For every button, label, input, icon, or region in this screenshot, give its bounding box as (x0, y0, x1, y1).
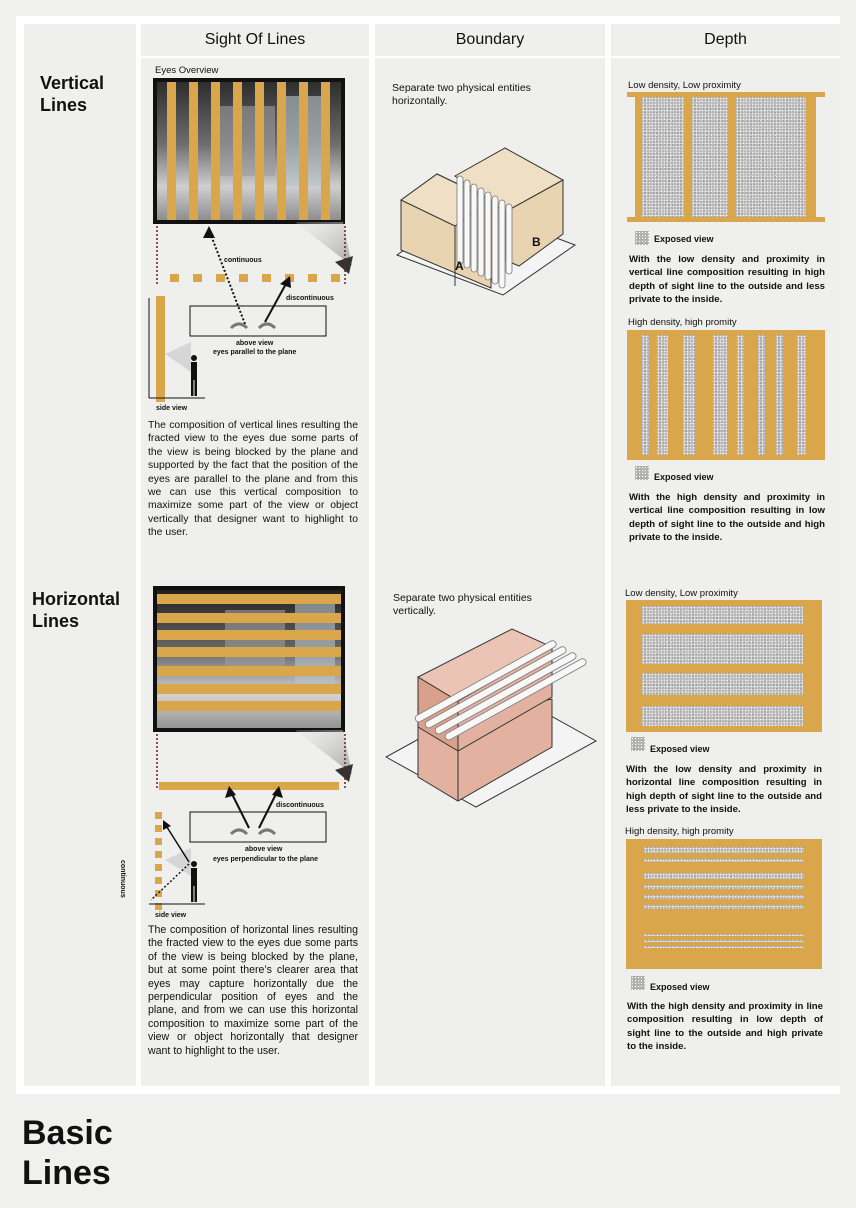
horizontal-exposed-swatch-2 (631, 976, 645, 990)
horizontal-depth-low-title: Low density, Low proximity (625, 588, 738, 599)
column-header-boundary: Boundary (455, 31, 525, 48)
horizontal-title-line1: Horizontal (32, 589, 120, 609)
horizontal-description: The composition of horizontal lines resulting the fracted view to the eyes due some parts of the view is being blocked by the plane, but at some point there’s clearer area that eyes may capture horizontally due the perpendicular position of eyes and the plane, and from we can use this horizontal composition to maximize some part of the view or object horizontally that designer want to highlight to the user. (148, 924, 358, 1057)
horizontal-exposed-label-2: Exposed view (650, 982, 710, 992)
horizontal-above-view-label: above view (245, 846, 283, 853)
column-header-depth: Depth (704, 31, 747, 48)
vertical-exposed-label: Exposed view (654, 234, 714, 244)
vertical-row-title (40, 72, 104, 116)
vertical-continuous-label: continuous (224, 257, 262, 264)
boundary-label-b: B (532, 235, 541, 249)
eyes-overview-label: Eyes Overview (155, 65, 219, 76)
vertical-exposed-swatch (635, 231, 649, 245)
vertical-depth-high-panel (627, 330, 825, 460)
vertical-eyes-caption: eyes parallel to the plane (213, 349, 297, 356)
horizontal-depth-low-text: With the low density and proximity in horizontal line composition resulting in high depth of sight line to the outside and less private to the inside. (626, 764, 822, 816)
page-title-line2: Lines (22, 1154, 111, 1192)
vertical-title-line1: Vertical (40, 73, 105, 93)
horizontal-row-title (32, 588, 120, 632)
vertical-sight-diagram (145, 76, 367, 416)
horizontal-title-line2: Lines (32, 611, 80, 631)
header-divider (141, 56, 840, 58)
vertical-side-view-label: side view (156, 405, 188, 412)
horizontal-eyes-caption: eyes perpendicular to the plane (213, 856, 319, 863)
vertical-boundary-text: Separate two physical entities horizontally. (392, 82, 531, 107)
horizontal-depth-high-title: High density, high promity (625, 826, 734, 837)
boundary-label-a: A (455, 259, 464, 273)
vertical-boundary-diagram (393, 140, 583, 300)
column-header-sight: Sight Of Lines (204, 31, 306, 48)
horizontal-depth-low-panel (626, 600, 822, 732)
vertical-depth-low-text: With the low density and proximity in vertical line composition resulting in high depth of sight line to the outside and less private to the inside. (629, 254, 825, 306)
vertical-exposed-swatch-2 (635, 466, 649, 480)
page-title (22, 1113, 113, 1193)
vertical-depth-low-panel (627, 92, 825, 222)
horizontal-depth-high-panel (626, 839, 822, 969)
vertical-depth-high-text: With the high density and proximity in vertical line composition resulting in low depth of sight line to the outside and high private to the inside. (629, 492, 825, 544)
horizontal-boundary-diagram (384, 627, 600, 817)
vertical-depth-high-title: High density, high promity (628, 317, 737, 328)
horizontal-sight-diagram (145, 584, 367, 924)
horizontal-side-view-label: side view (155, 912, 187, 919)
vertical-title-line2: Lines (40, 95, 88, 115)
horizontal-boundary-text: Separate two physical entities vertically. (393, 592, 532, 617)
page-title-line1: Basic (22, 1114, 113, 1152)
horizontal-exposed-swatch (631, 737, 645, 751)
vertical-depth-low-title: Low density, Low proximity (628, 80, 741, 91)
vertical-description: The composition of vertical lines resulting the fracted view to the eyes due some parts of the view is being blocked by the plane and supported by the fact that the position of the eyes are parallel to the plane and from this we can use this vertical composition to maximize some part of the view or object vertically that designer want to highlight to the user. (148, 420, 358, 539)
horizontal-discontinuous-label: discontinuous (276, 802, 324, 809)
vertical-discontinuous-label: discontinuous (286, 295, 334, 302)
horizontal-exposed-label: Exposed view (650, 744, 710, 754)
vertical-exposed-label-2: Exposed view (654, 472, 714, 482)
horizontal-continuous-label: continuous (119, 860, 126, 898)
horizontal-depth-high-text: With the high density and proximity in line composition resulting in low depth of sight line to the outside and high private to the inside. (627, 1001, 823, 1053)
vertical-above-view-label: above view (236, 340, 274, 347)
row-label-column (24, 24, 136, 1086)
